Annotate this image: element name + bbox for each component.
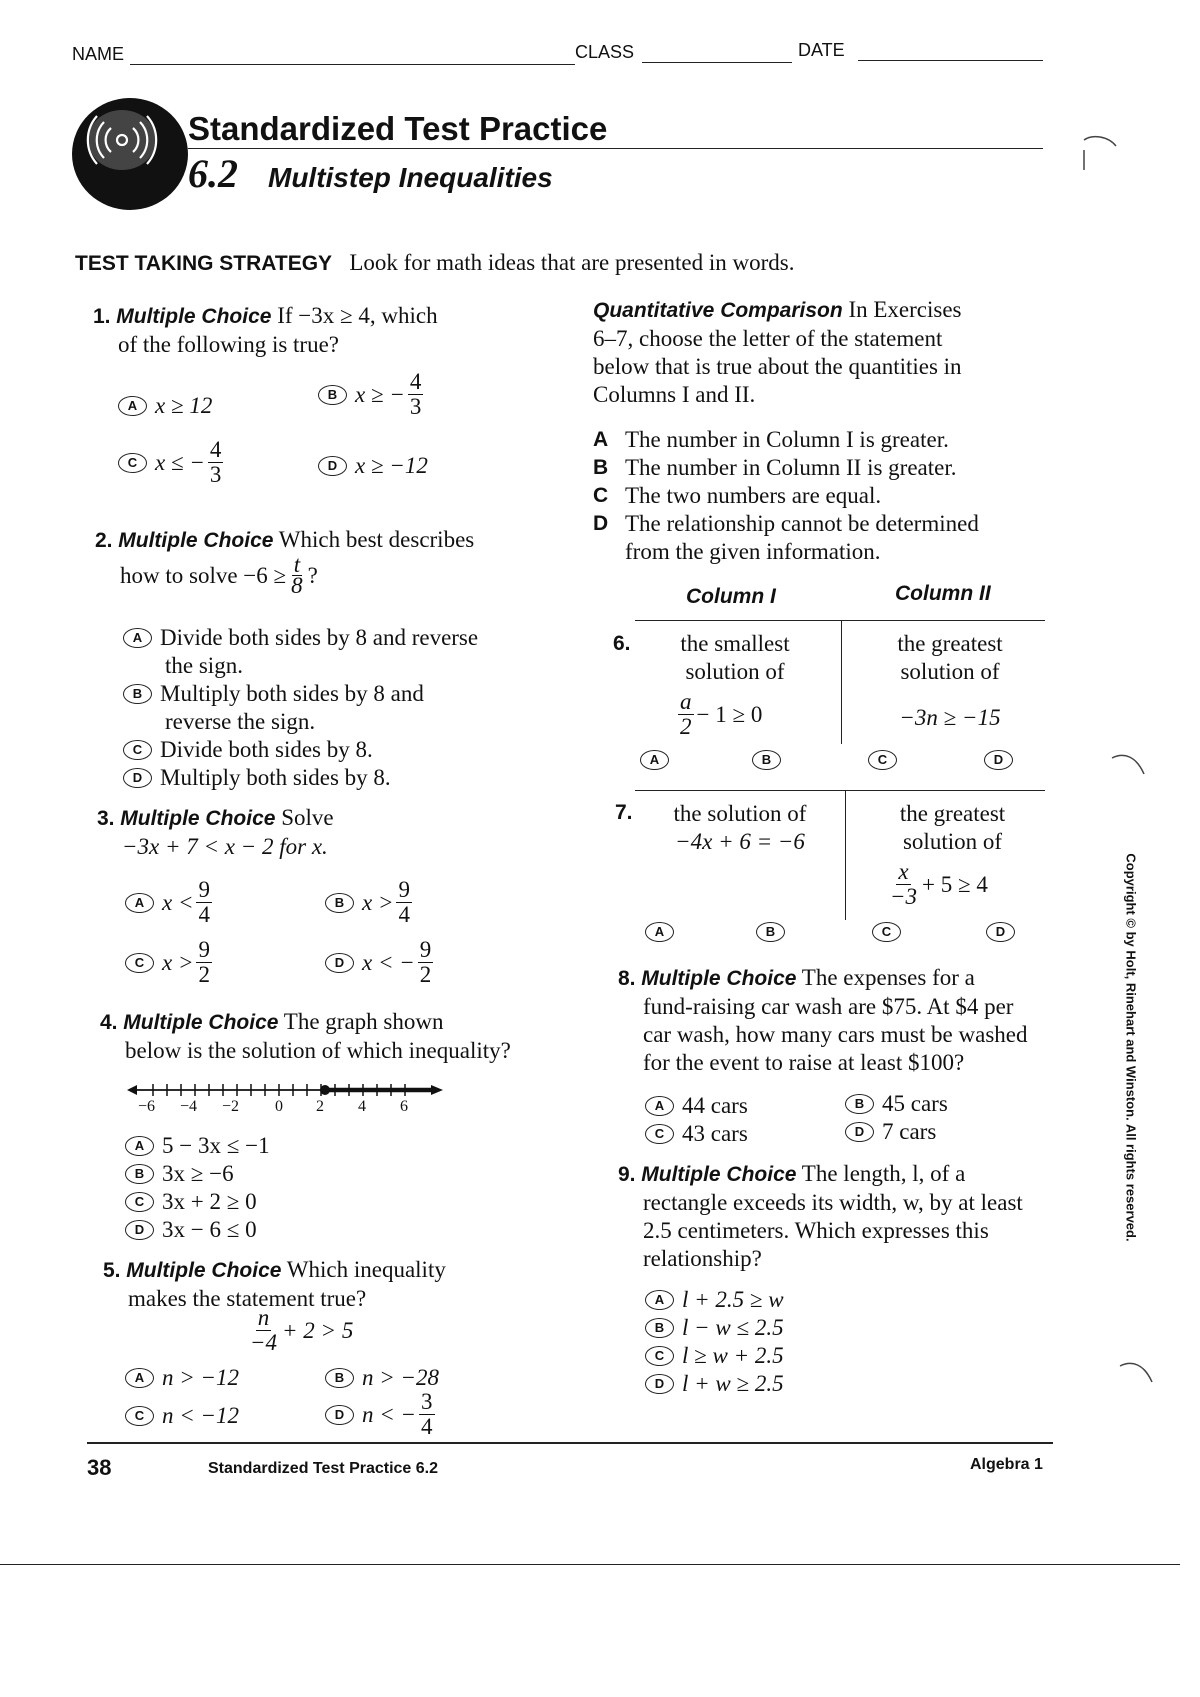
bubble-c[interactable]: C — [645, 1124, 674, 1144]
q2-option-a[interactable]: A Divide both sides by 8 and reverse the sign. — [123, 624, 478, 680]
q6-column-2: the greatest solution of −3n ≥ −15 — [897, 631, 1003, 730]
q9-option-b[interactable]: B l − w ≤ 2.5 — [645, 1314, 784, 1342]
q2-option-b[interactable]: B Multiply both sides by 8 and reverse the sign. — [123, 680, 424, 736]
q9-option-d[interactable]: D l + w ≥ 2.5 — [645, 1370, 784, 1398]
bubble-d[interactable]: D — [986, 922, 1015, 942]
date-label: DATE — [798, 40, 845, 60]
tick-label: −4 — [180, 1098, 198, 1115]
q7-option-d[interactable] — [986, 922, 1023, 942]
bubble-a[interactable]: A — [645, 1290, 674, 1310]
q9-number: 9. — [618, 1163, 636, 1186]
q1-option-b[interactable]: B x ≥ − $\frac{4}{3}$ — [318, 370, 426, 419]
q1-option-d[interactable]: D x ≥ −12 — [318, 452, 428, 480]
q4-number: 4. — [100, 1011, 118, 1034]
q3-text-2: −3x + 7 < x − 2 for x. — [122, 834, 328, 859]
class-field-line[interactable] — [642, 62, 792, 63]
q6-option-c[interactable] — [868, 750, 905, 770]
bubble-a[interactable]: A — [125, 1368, 154, 1388]
bubble-b[interactable]: B — [125, 1164, 154, 1184]
q4-text-2: below is the solution of which inequality? — [125, 1038, 511, 1063]
bubble-c[interactable]: C — [868, 750, 897, 770]
q3-option-b[interactable]: B x > $\frac{9}{4}$ — [325, 878, 415, 927]
bubble-a[interactable]: A — [640, 750, 669, 770]
q7-column-1: the solution of −4x + 6 = −6 — [673, 801, 807, 854]
q3-option-a[interactable]: A x < $\frac{9}{4}$ — [125, 878, 215, 927]
q7-col2-expression: $\frac{x}{-3}$ + 5 ≥ 4 — [890, 859, 988, 909]
bubble-d[interactable]: D — [984, 750, 1013, 770]
question-3 — [97, 804, 557, 861]
name-field-line[interactable] — [130, 64, 575, 65]
page-title: Standardized Test Practice — [188, 110, 608, 147]
q7-number: 7. — [615, 801, 633, 824]
section-number: 6.2 — [188, 151, 238, 196]
q4-option-b[interactable]: B 3x ≥ −6 — [125, 1160, 234, 1188]
bubble-d[interactable]: D — [325, 953, 354, 973]
q7-top-rule — [635, 790, 1045, 791]
bubble-b[interactable]: B — [123, 684, 152, 704]
q1-number: 1. — [93, 305, 111, 328]
q5-option-a[interactable]: A n > −12 — [125, 1364, 239, 1392]
q5-option-c[interactable]: C n < −12 — [125, 1402, 239, 1430]
bubble-b[interactable]: B — [752, 750, 781, 770]
q2-number: 2. — [95, 529, 113, 552]
q5-text-2: makes the statement true? — [128, 1286, 367, 1311]
bubble-d[interactable]: D — [318, 456, 347, 476]
q5-expression: $\frac{n}{-4}$ + 2 > 5 — [250, 1305, 354, 1355]
tick-label: −2 — [222, 1098, 240, 1115]
q7-option-a[interactable] — [645, 922, 682, 942]
bubble-c[interactable]: C — [125, 1192, 154, 1212]
bubble-c[interactable]: C — [125, 1406, 154, 1426]
q8-option-c[interactable]: C 43 cars — [645, 1120, 748, 1148]
q2-type: Multiple Choice — [118, 529, 274, 552]
q6-divider — [841, 620, 842, 744]
bubble-d[interactable]: D — [123, 768, 152, 788]
bubble-c[interactable]: C — [125, 953, 154, 973]
question-2 — [95, 526, 555, 596]
bubble-d[interactable]: D — [125, 1220, 154, 1240]
qc-choices: A The number in Column I is greater. B The number in Column II is greater. C The two numbers are equal. D The relationship cannot be determined from the given information. — [593, 427, 979, 564]
logo-circle-icon — [70, 96, 195, 216]
bottom-scan-line — [0, 1564, 1180, 1565]
q6-column-1: the smallest solution of — [680, 631, 790, 684]
margin-mark — [1110, 750, 1150, 780]
q3-option-d[interactable]: D x < − $\frac{9}{2}$ — [325, 938, 436, 987]
question-8: 8. Multiple Choice The expenses for a fund-raising car wash are $75. At $4 per car wash, how many cars must be washed for the event to raise at least $100? — [618, 965, 1028, 1075]
strategy-label: TEST TAKING STRATEGY — [75, 252, 333, 275]
bubble-c[interactable]: C — [645, 1346, 674, 1366]
bubble-d[interactable]: D — [845, 1122, 874, 1142]
bubble-a[interactable]: A — [645, 922, 674, 942]
q8-option-d[interactable]: D 7 cars — [845, 1118, 936, 1146]
q1-option-a[interactable]: A x ≥ 12 — [118, 392, 212, 420]
bubble-d[interactable]: D — [325, 1405, 354, 1425]
q3-text-1: Solve — [281, 805, 334, 830]
corner-mark — [1078, 130, 1123, 175]
bubble-c[interactable]: C — [123, 740, 152, 760]
page-number: 38 — [87, 1455, 112, 1480]
tick-label: 6 — [400, 1098, 408, 1115]
q3-type: Multiple Choice — [120, 807, 276, 830]
question-9: 9. Multiple Choice The length, l, of a rectangle exceeds its width, w, by at least 2.5 centimeters. Which expresses this relationship? — [618, 1161, 1023, 1271]
strategy-text: Look for math ideas that are presented in words. — [349, 250, 795, 275]
date-field-line[interactable] — [858, 60, 1043, 61]
q1-type: Multiple Choice — [116, 305, 272, 328]
q5-text-1: Which inequality — [286, 1257, 446, 1282]
q6-col1-expression: $\frac{a}{2}$ − 1 ≥ 0 — [680, 689, 763, 739]
q9-option-a[interactable]: A l + 2.5 ≥ w — [645, 1286, 784, 1314]
bubble-a[interactable]: A — [125, 1136, 154, 1156]
q4-option-c[interactable]: C 3x + 2 ≥ 0 — [125, 1188, 257, 1216]
q8-option-a[interactable]: A 44 cars — [645, 1092, 748, 1120]
q5-option-d[interactable]: D n < − $\frac{3}{4}$ — [325, 1390, 438, 1439]
margin-mark — [1118, 1358, 1158, 1388]
bubble-a[interactable]: A — [125, 893, 154, 913]
q7-option-b[interactable] — [756, 922, 793, 942]
q8-type: Multiple Choice — [641, 967, 797, 990]
footer-title: Standardized Test Practice 6.2 — [208, 1460, 439, 1477]
bubble-c[interactable]: C — [872, 922, 901, 942]
bubble-b[interactable]: B — [325, 1368, 354, 1388]
tick-label: −6 — [138, 1098, 156, 1115]
bubble-d[interactable]: D — [645, 1374, 674, 1394]
column-1-header: Column I — [686, 585, 776, 608]
q8-number: 8. — [618, 967, 636, 990]
q2-option-c[interactable]: C Divide both sides by 8. — [123, 736, 373, 764]
q7-divider — [845, 790, 846, 920]
q6-number: 6. — [613, 632, 631, 655]
q5-number: 5. — [103, 1259, 121, 1282]
tick-label: 0 — [275, 1098, 283, 1115]
q6-option-a[interactable] — [640, 750, 677, 770]
number-line-labels — [130, 1098, 430, 1120]
q8-option-b[interactable]: B 45 cars — [845, 1090, 948, 1118]
copyright-notice: Copyright © by Holt, Rinehart and Winston. All rights reserved. — [1123, 853, 1139, 1242]
q1-text-1: If −3x ≥ 4, which — [277, 303, 438, 328]
q3-option-c[interactable]: C x > $\frac{9}{2}$ — [125, 938, 215, 987]
bubble-b[interactable]: B — [756, 922, 785, 942]
q6-option-b[interactable] — [752, 750, 789, 770]
q1-option-c[interactable]: C x ≤ − $\frac{4}{3}$ — [118, 438, 226, 487]
q2-text-2: how to solve −6 ≥ $\frac{t}{8}$ ? — [120, 552, 318, 598]
q6-top-rule — [635, 620, 1045, 621]
bubble-b[interactable]: B — [325, 893, 354, 913]
q7-option-c[interactable] — [872, 922, 909, 942]
column-2-header: Column II — [895, 582, 991, 605]
question-4 — [100, 1008, 570, 1065]
q9-type: Multiple Choice — [641, 1163, 797, 1186]
tick-label: 2 — [316, 1098, 324, 1115]
title-rule — [188, 148, 1043, 149]
q5-option-b[interactable]: B n > −28 — [325, 1364, 439, 1392]
qc-intro: Quantitative Comparison In Exercises 6–7, choose the letter of the statement below that is true about the quantities in Columns I and II. — [593, 297, 962, 407]
bubble-a[interactable]: A — [123, 628, 152, 648]
q4-option-d[interactable]: D 3x − 6 ≤ 0 — [125, 1216, 257, 1244]
q4-text-1: The graph shown — [283, 1009, 444, 1034]
footer-rule — [87, 1442, 1053, 1444]
strategy — [75, 250, 794, 276]
section-title: Multistep Inequalities — [268, 162, 553, 193]
footer-subject: Algebra 1 — [970, 1456, 1043, 1473]
q7-column-2: the greatest solution of — [899, 801, 1006, 854]
q3-number: 3. — [97, 807, 115, 830]
q9-option-c[interactable]: C l ≥ w + 2.5 — [645, 1342, 784, 1370]
bubble-b[interactable]: B — [645, 1318, 674, 1338]
q2-option-d[interactable]: D Multiply both sides by 8. — [123, 764, 391, 792]
q4-type: Multiple Choice — [123, 1011, 279, 1034]
bubble-a[interactable]: A — [118, 396, 147, 416]
q5-type: Multiple Choice — [126, 1259, 282, 1282]
question-1 — [93, 302, 553, 359]
bubble-c[interactable]: C — [118, 453, 147, 473]
bubble-b[interactable]: B — [845, 1094, 874, 1114]
name-label: NAME — [72, 44, 125, 64]
class-label: CLASS — [575, 42, 635, 62]
q1-text-2: of the following is true? — [118, 332, 340, 357]
tick-label: 4 — [358, 1098, 366, 1115]
q2-text-1: Which best describes — [278, 527, 475, 552]
qc-heading: Quantitative Comparison — [593, 299, 843, 322]
bubble-a[interactable]: A — [645, 1096, 674, 1116]
q6-option-d[interactable] — [984, 750, 1021, 770]
q4-option-a[interactable]: A 5 − 3x ≤ −1 — [125, 1132, 270, 1160]
question-5 — [103, 1256, 563, 1313]
bubble-b[interactable]: B — [318, 385, 347, 405]
